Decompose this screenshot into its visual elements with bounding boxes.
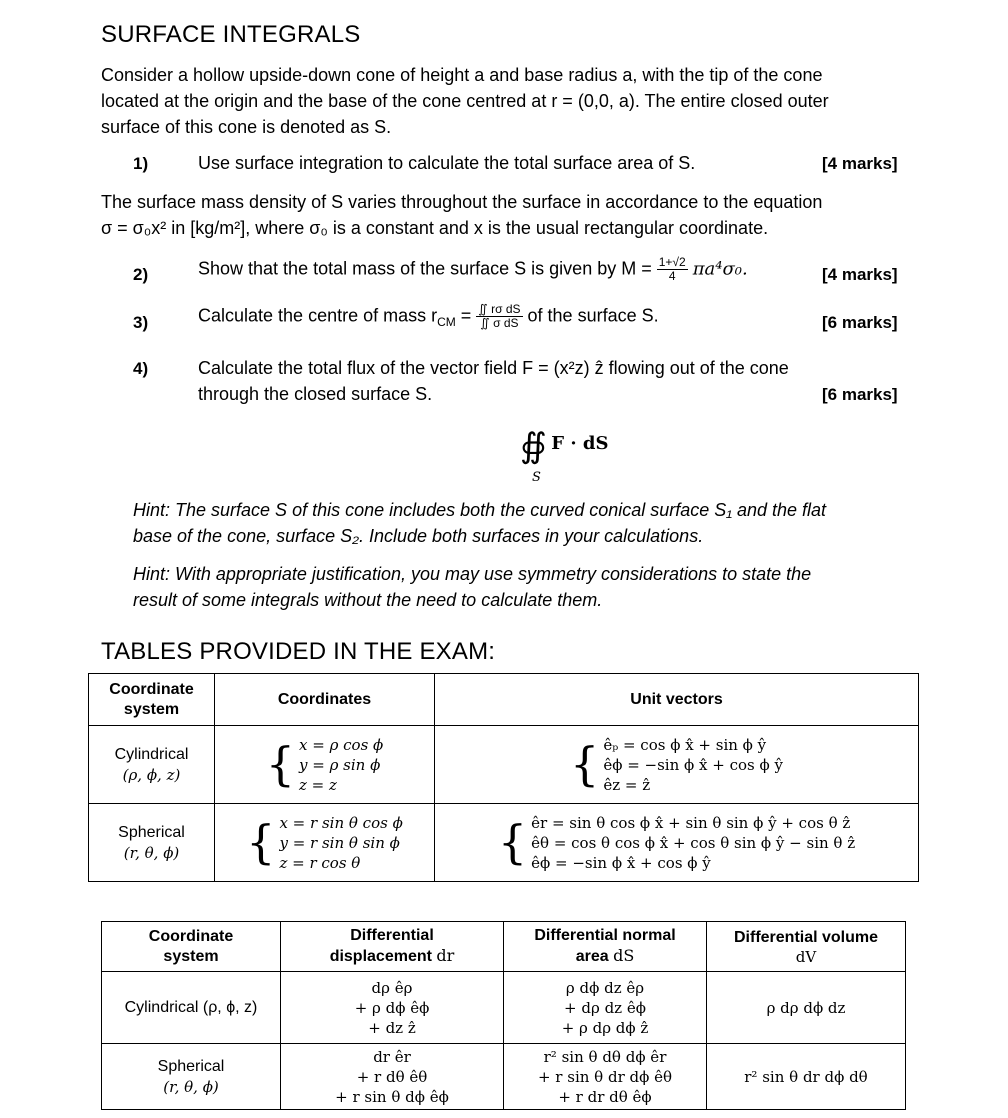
brace-group <box>266 735 384 795</box>
cylindrical-area-cell <box>504 972 707 1044</box>
density-paragraph <box>101 189 921 241</box>
left-brace-icon: { <box>246 814 276 869</box>
unit-vector-line: êϕ = −sin ϕ x̂ + cos ϕ ŷ <box>603 755 783 774</box>
q4-line-2: through the closed surface S. <box>198 384 433 404</box>
formula-line: + r dθ êθ <box>356 1067 428 1086</box>
coord-line: y = r sin θ sin ϕ <box>279 833 400 852</box>
header-line: system <box>163 947 219 965</box>
system-name: Spherical <box>118 823 185 841</box>
density-line-1: The surface mass density of S varies throughout the surface in accordance to the equation <box>101 192 823 212</box>
unit-vector-line: êₚ = cos ϕ x̂ + sin ϕ ŷ <box>603 735 767 754</box>
formula-line: + r sin θ dϕ êϕ <box>335 1087 449 1106</box>
header-line: Differential normal <box>534 927 676 944</box>
header-line: Differential volume <box>733 928 879 946</box>
differentials-table <box>101 921 906 1110</box>
spherical-displacement-cell <box>281 1044 504 1110</box>
tables-heading: TABLES PROVIDED IN THE EXAM: <box>101 638 496 665</box>
brace-group <box>570 735 783 795</box>
left-brace-icon: { <box>497 814 528 869</box>
system-vars: (ρ, ϕ, z) <box>122 765 181 784</box>
hint-2 <box>133 561 923 613</box>
unit-vector-line: êθ = cos θ cos ϕ x̂ + cos θ sin ϕ ŷ − sin θ ẑ <box>531 833 856 852</box>
spherical-volume-cell: r² sin θ dr dϕ dθ <box>707 1044 906 1110</box>
header-bold: area <box>575 948 609 965</box>
flux-integrand: F · dS <box>551 433 609 454</box>
table-row <box>89 674 919 726</box>
formula-line: dρ êρ <box>371 978 413 997</box>
flux-subscript: S <box>532 470 541 485</box>
q4-number: 4) <box>133 359 149 378</box>
q3-frac-den: ∬ σ dS <box>480 316 519 330</box>
unit-vector-line: êϕ = −sin ϕ x̂ + cos ϕ ŷ <box>531 853 711 872</box>
q2-line <box>198 256 748 283</box>
header-symbol: dV <box>795 947 817 966</box>
q3-sub: CM <box>437 314 456 329</box>
row-system-spherical <box>102 1044 281 1110</box>
q2-number: 2) <box>133 265 149 284</box>
flux-integral <box>520 426 609 485</box>
formula-line: + r sin θ dr dϕ êθ <box>537 1067 673 1086</box>
coord-line: x = r sin θ cos ϕ <box>279 813 403 832</box>
table-row <box>89 804 919 882</box>
row-system-cylindrical: Cylindrical (ρ, ϕ, z) <box>102 972 281 1044</box>
cylindrical-coordinates-cell <box>215 726 435 804</box>
q1-marks: [4 marks] <box>822 154 898 173</box>
formula-line: + ρ dϕ êϕ <box>354 998 430 1017</box>
formula-line: ρ dϕ dz êρ <box>565 978 645 997</box>
system-name: Cylindrical <box>114 745 189 763</box>
hint-1-line-2: base of the cone, surface S₂. Include both surfaces in your calculations. <box>133 526 704 546</box>
q2-marks: [4 marks] <box>822 265 898 284</box>
hint-2-line-1: Hint: With appropriate justification, you may use symmetry considerations to state the <box>133 564 812 584</box>
q4-line-1: Calculate the total flux of the vector field F = (x²z) ẑ flowing out of the cone <box>198 358 789 378</box>
coord-line: x = ρ cos ϕ <box>299 735 384 754</box>
system-line: Spherical <box>157 1057 225 1075</box>
table-row <box>89 726 919 804</box>
intro-paragraph <box>101 62 921 140</box>
cylindrical-unit-vectors-cell <box>435 726 919 804</box>
table-header-system: Coordinate system <box>89 674 215 726</box>
intro-line-1: Consider a hollow upside-down cone of height a and base radius a, with the tip of the cone <box>101 65 823 85</box>
formula-line: + ρ dρ dϕ ẑ <box>561 1018 649 1037</box>
table2-header-area <box>504 922 707 972</box>
spherical-unit-vectors-cell <box>435 804 919 882</box>
table-header-unit-vectors: Unit vectors <box>435 674 919 726</box>
system-line: (r, θ, ϕ) <box>163 1077 219 1096</box>
formula-line: r² sin θ dθ dϕ êr <box>543 1047 667 1066</box>
row-system-cylindrical <box>89 726 215 804</box>
header-line <box>281 946 503 967</box>
table-row <box>102 1044 906 1110</box>
row-system-spherical <box>89 804 215 882</box>
cylindrical-displacement-cell <box>281 972 504 1044</box>
coord-line: z = r cos θ <box>279 853 361 872</box>
header-line: Coordinate <box>148 927 234 945</box>
brace-group <box>246 813 403 873</box>
q2-tail: πa⁴σ₀. <box>692 258 748 280</box>
table2-header-displacement <box>281 922 504 972</box>
intro-line-2: located at the origin and the base of the cone centred at r = (0,0, a). The entire closed outer <box>101 91 829 111</box>
page-title: SURFACE INTEGRALS <box>101 21 361 48</box>
q3-fraction <box>476 303 522 330</box>
q4-marks: [6 marks] <box>822 385 898 404</box>
table-row <box>102 972 906 1044</box>
table-row <box>102 922 906 972</box>
formula-line: + dz ẑ <box>368 1018 416 1037</box>
hint-1 <box>133 497 923 549</box>
q3-text-before: Calculate the centre of mass r <box>198 305 438 326</box>
header-line <box>504 946 706 967</box>
q3-line <box>198 303 659 330</box>
header-bold: displacement <box>329 948 432 965</box>
q3-frac-num: ∬ rσ dS <box>478 302 521 316</box>
coordinates-table <box>88 673 919 882</box>
table-header-coordinates: Coordinates <box>215 674 435 726</box>
formula-line: + dρ dz êϕ <box>564 998 646 1017</box>
header-symbol: dr <box>436 946 455 965</box>
intro-line-3: surface of this cone is denoted as S. <box>101 117 392 137</box>
q1-number: 1) <box>133 154 149 173</box>
q3-marks: [6 marks] <box>822 313 898 332</box>
table2-header-system <box>102 922 281 972</box>
coord-line: z = z <box>299 775 337 794</box>
unit-vector-line: êz = ẑ <box>603 775 651 794</box>
spherical-area-cell <box>504 1044 707 1110</box>
density-line-2: σ = σ₀x² in [kg/m²], where σ₀ is a constant and x is the usual rectangular coordinate. <box>101 218 769 238</box>
q2-fraction <box>657 256 688 283</box>
q2-text: Show that the total mass of the surface S is given by M = <box>198 258 652 279</box>
cylindrical-volume-cell: ρ dρ dϕ dz <box>707 972 906 1044</box>
table2-header-volume <box>707 922 906 972</box>
coord-line: y = ρ sin ϕ <box>299 755 381 774</box>
hint-1-line-1: Hint: The surface S of this cone includes both the curved conical surface S₁ and the flat <box>133 500 827 520</box>
system-vars: (r, θ, ϕ) <box>123 843 180 862</box>
closed-surface-integral-icon: ∯ <box>520 426 547 466</box>
left-brace-icon: { <box>570 736 600 791</box>
brace-group <box>498 813 855 873</box>
spherical-coordinates-cell <box>215 804 435 882</box>
q3-eq: = <box>455 305 477 326</box>
formula-line: dr êr <box>373 1047 411 1066</box>
q2-frac-den: 4 <box>668 269 676 283</box>
header-symbol: dS <box>613 946 635 965</box>
q2-frac-num: 1+√2 <box>658 255 686 269</box>
unit-vector-line: êr = sin θ cos ϕ x̂ + sin θ sin ϕ ŷ + cos θ ẑ <box>531 813 851 832</box>
q3-text-after: of the surface S. <box>527 305 659 326</box>
hint-2-line-2: result of some integrals without the need to calculate them. <box>133 590 603 610</box>
formula-line: + r dr dθ êϕ <box>558 1087 652 1106</box>
q1-text: Use surface integration to calculate the total surface area of S. <box>198 153 696 173</box>
q3-number: 3) <box>133 313 149 332</box>
header-line: Differential <box>350 927 434 944</box>
left-brace-icon: { <box>265 736 295 791</box>
